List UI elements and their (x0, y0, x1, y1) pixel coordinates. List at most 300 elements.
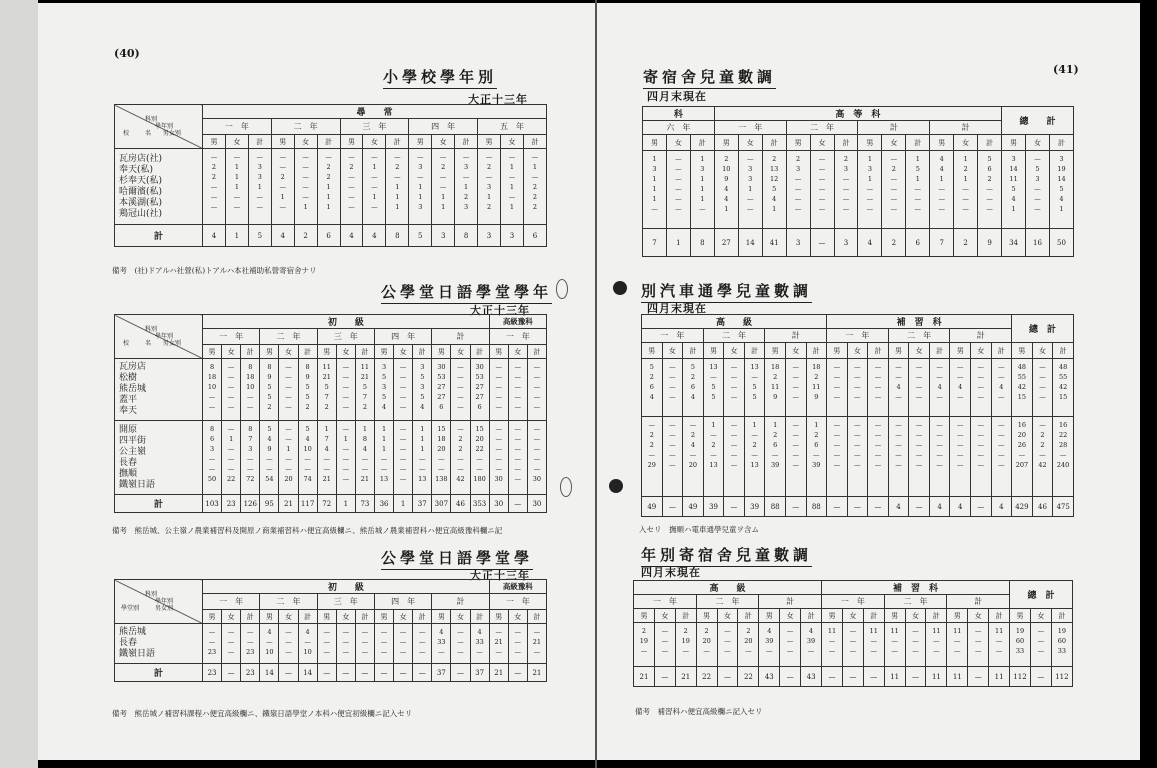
kogakudo-grade-table-2 (114, 579, 547, 682)
total-cell: 3 (834, 229, 858, 257)
total-cell: 37 (432, 664, 451, 682)
data-cell: — 1 — 1 — 1 (500, 149, 523, 225)
total-cell: — (868, 497, 889, 517)
total-label: 計 (115, 225, 203, 247)
col-header: 男 (374, 345, 393, 359)
data-cell: — — — — — (394, 359, 413, 421)
total-cell: 3 (500, 225, 523, 247)
total-cell: — (780, 667, 801, 687)
col-header: 女 (451, 610, 470, 624)
page-number: (40) (114, 47, 140, 60)
total-cell: 41 (762, 229, 786, 257)
col-header: 女 (842, 609, 863, 623)
col-header: 男 (203, 610, 222, 624)
total-cell: 95 (260, 495, 279, 513)
col-header: 女 (847, 343, 868, 359)
total-cell: — (1030, 667, 1051, 687)
col-header: 計 (527, 345, 546, 359)
right-page (597, 3, 1140, 760)
data-cell: 4 39 — (801, 623, 822, 667)
col-header: 男 (432, 345, 451, 359)
data-cell: — — 23 (241, 624, 260, 664)
data-cell: 1 — 2 — 13 (744, 417, 765, 497)
data-cell: — — — — — (724, 417, 745, 497)
col-header: 計 (317, 135, 340, 149)
col-header: 男 (643, 135, 667, 151)
col-header: 女 (1026, 135, 1050, 151)
data-cell: 2 3 — — — — (786, 151, 810, 229)
col-header: 女 (336, 345, 355, 359)
data-cell: 1 1 1 — — 13 (413, 421, 432, 495)
total-cell: 8 (386, 225, 409, 247)
col-header: 計 (926, 609, 947, 623)
total-cell: — (971, 497, 992, 517)
data-cell: — 2 — — — — (882, 151, 906, 229)
binding-hole (556, 279, 568, 299)
col-header: 計 (413, 610, 432, 624)
data-cell: 5 6 2 — — — (978, 151, 1002, 229)
year-header: 計 (759, 595, 822, 609)
table-date: 大正十三年 (470, 569, 530, 582)
col-header: 女 (780, 609, 801, 623)
total-cell: 39 (744, 497, 765, 517)
col-header: 男 (950, 343, 971, 359)
col-header: 女 (225, 135, 248, 149)
col-header: 男 (884, 609, 905, 623)
year-header: 四 年 (374, 329, 431, 345)
col-header: 男 (642, 343, 663, 359)
total-cell: 11 (884, 667, 905, 687)
col-header: 女 (279, 345, 298, 359)
data-cell: 48 55 42 15 (1053, 359, 1074, 417)
data-cell: — — — — — (222, 359, 241, 421)
total-cell: 5 (409, 225, 432, 247)
data-cell: 2 13 12 5 4 1 (762, 151, 786, 229)
total-cell: 14 (260, 664, 279, 682)
data-cell: — — — (355, 624, 374, 664)
group-header: 初 級 (203, 580, 490, 594)
table-title: 別汽車通學兒童數調 (641, 280, 812, 303)
year-header: 三 年 (340, 119, 409, 135)
data-cell: 8 9 5 5 2 (260, 359, 279, 421)
total-cell: 14 (298, 664, 317, 682)
data-cell: 8 6 3 — — 50 (203, 421, 222, 495)
col-header: 計 (978, 135, 1002, 151)
year-header: 一 年 (642, 329, 704, 343)
col-header: 女 (336, 610, 355, 624)
col-header: 男 (703, 343, 724, 359)
col-header: 女 (508, 610, 527, 624)
col-header: 女 (785, 343, 806, 359)
col-header: 女 (432, 135, 455, 149)
group-header: 補 習 科 (822, 581, 1010, 595)
year-header: 二 年 (260, 594, 317, 610)
total-row (642, 497, 1074, 517)
total-cell: — (451, 664, 470, 682)
data-cell: 3 19 14 5 4 1 (1049, 151, 1073, 229)
col-header: 女 (222, 610, 241, 624)
data-cell: 1 8 4 — — 21 (355, 421, 374, 495)
table-title: 小學校學年別 (383, 66, 497, 89)
data-cell: 18 2 11 9 (806, 359, 827, 417)
total-cell: 5 (248, 225, 271, 247)
data-cell: 8 9 5 5 2 (298, 359, 317, 421)
data-cell: — 2 — 1 1 1 (386, 149, 409, 225)
col-header: 計 (298, 345, 317, 359)
group-header: 初 級 (203, 315, 490, 329)
total-cell: — (317, 664, 336, 682)
data-cell: — — — — — 1 (294, 149, 317, 225)
year-header: 二 年 (884, 595, 947, 609)
data-cell: 30 53 27 27 6 (470, 359, 489, 421)
col-header: 女 (717, 609, 738, 623)
data-cell: 11 21 5 7 2 (355, 359, 374, 421)
data-cell: 1 2 1 — — — (954, 151, 978, 229)
data-cell: — — — — (1032, 359, 1053, 417)
col-header: 女 (954, 135, 978, 151)
col-header: 男 (786, 135, 810, 151)
data-cell: — — — (317, 624, 336, 664)
total-cell: — (222, 664, 241, 682)
data-cell: — 2 2 — — 42 (451, 421, 470, 495)
total-cell: 34 (1002, 229, 1026, 257)
col-header: 計 (863, 609, 884, 623)
data-cell: — — — (508, 624, 527, 664)
data-cell: 11 21 5 7 2 (317, 359, 336, 421)
data-cell: — — 4 — (929, 359, 950, 417)
total-cell: 307 (432, 495, 451, 513)
data-cell: 3 14 11 5 4 1 (1002, 151, 1026, 229)
data-cell: 2 20 — (696, 623, 717, 667)
data-cell: 1 3 1 — — — (858, 151, 882, 229)
total-cell: 21 (527, 664, 546, 682)
data-cell: — — — (842, 623, 863, 667)
total-cell: 429 (1012, 497, 1033, 517)
mft-row (642, 343, 1074, 359)
dormitory-table (642, 106, 1074, 257)
col-header: 女 (654, 609, 675, 623)
table-date: 四月末現在 (641, 566, 701, 579)
total-cell: — (662, 497, 683, 517)
col-header: 計 (355, 610, 374, 624)
col-header: 女 (1032, 343, 1053, 359)
total-cell: 8 (690, 229, 714, 257)
total-cell: 4 (363, 225, 386, 247)
year-header: 二 年 (260, 329, 317, 345)
data-cell: 4 4 1 — — — (930, 151, 954, 229)
col-header: 女 (363, 135, 386, 149)
col-header: 男 (634, 609, 655, 623)
group-header: 尋 常 (203, 105, 547, 119)
col-header: 計 (386, 135, 409, 149)
data-cell: 18 2 11 9 (765, 359, 786, 417)
col-header: 男 (714, 135, 738, 151)
data-cell: 19 60 33 (1051, 623, 1072, 667)
total-label: 計 (115, 495, 203, 513)
table-date: 大正十三年 (470, 304, 530, 317)
data-cell: — — — (780, 623, 801, 667)
table-title: 公學堂日語學堂學年 (381, 281, 552, 304)
data-cell: 15 18 20 — — 138 (432, 421, 451, 495)
col-header: 男 (409, 135, 432, 149)
col-header: 女 (810, 135, 834, 151)
col-header: 計 (744, 343, 765, 359)
total-cell: — (508, 495, 527, 513)
total-cell: 88 (806, 497, 827, 517)
data-cell: — — — — (785, 359, 806, 417)
total-cell: 112 (1010, 667, 1031, 687)
total-cell: 16 (1026, 229, 1050, 257)
total-cell: 49 (683, 497, 704, 517)
data-cell: 2 20 — (738, 623, 759, 667)
data-cell: 4 — 10 (298, 624, 317, 664)
data-cell: — 1 — — — — (336, 421, 355, 495)
data-cell: 11 — — (947, 623, 968, 667)
total-cell: 112 (1051, 667, 1072, 687)
data-cell: — — — — — (336, 359, 355, 421)
col-header: 男 (203, 345, 222, 359)
col-header: 男 (260, 610, 279, 624)
table-title: 公學堂日語學堂學 (381, 547, 533, 570)
data-cell: 30 53 27 27 6 (432, 359, 451, 421)
col-header: 女 (279, 610, 298, 624)
data-cell: — — — (1030, 623, 1051, 667)
page-number: (41) (1053, 63, 1079, 76)
data-cell: 8 18 10 — — (203, 359, 222, 421)
year-header: 計 (947, 595, 1010, 609)
school-names: 開原 四平街 公主嶺 長春 撫順 鐵嶺日語 (115, 421, 203, 495)
school-names: 熊岳城 長春 鐵嶺日語 (115, 624, 203, 664)
total-cell: 4 (271, 225, 294, 247)
mft-row (643, 135, 1074, 151)
year-header: 二 年 (271, 119, 340, 135)
total-cell: 23 (203, 664, 222, 682)
total-row (643, 229, 1074, 257)
col-header: 男 (317, 345, 336, 359)
total-cell: 50 (1049, 229, 1073, 257)
year-header: 一 年 (827, 329, 889, 343)
col-header: 計 (455, 135, 478, 149)
table-row (115, 624, 547, 664)
data-cell: — — — — — — (666, 151, 690, 229)
data-cell: — — — — (909, 359, 930, 417)
total-cell: 4 (950, 497, 971, 517)
group-header: 高 級 (642, 315, 827, 329)
col-header: 男 (765, 343, 786, 359)
total-cell: — (863, 667, 884, 687)
school-names: 瓦房店(社) 奉天(私) 杉奉天(私) 哈爾濱(私) 本溪湖(私) 鶏冠山(社) (115, 149, 203, 225)
total-cell: 21 (489, 664, 508, 682)
data-cell: — — — (279, 624, 298, 664)
col-header: 男 (374, 610, 393, 624)
data-cell: 1 — 2 — 13 (703, 417, 724, 497)
total-cell: 49 (642, 497, 663, 517)
year-header: 計 (765, 329, 827, 343)
data-cell: — — — (413, 624, 432, 664)
data-cell: 5 2 6 4 (642, 359, 663, 417)
col-header: 計 (991, 343, 1012, 359)
total-cell: 3 (478, 225, 501, 247)
group-header: 高 級 (634, 581, 822, 595)
data-cell: — 2 2 — 29 (642, 417, 663, 497)
data-cell: — — — — — — (508, 421, 527, 495)
col-header: 計 (762, 135, 786, 151)
total-cell: 2 (882, 229, 906, 257)
data-cell: — — — (905, 623, 926, 667)
col-header: 計 (1051, 609, 1072, 623)
data-cell: — — — (394, 624, 413, 664)
data-cell: 1 7 4 — — 21 (317, 421, 336, 495)
data-cell: — 2 — — — — (340, 149, 363, 225)
total-cell: 72 (317, 495, 336, 513)
table-title: 年別寄宿舍兒童數調 (641, 544, 812, 567)
total-cell: 27 (714, 229, 738, 257)
total-cell: 1 (666, 229, 690, 257)
data-cell: — — — — — (868, 417, 889, 497)
col-header: 男 (696, 609, 717, 623)
total-cell: — (905, 667, 926, 687)
seal-mark (609, 479, 623, 493)
data-cell: 11 — — (863, 623, 884, 667)
total-cell: 21 (634, 667, 655, 687)
col-header: 計 (738, 609, 759, 623)
col-header: 計 (834, 135, 858, 151)
data-cell: — — — — (971, 359, 992, 417)
total-label: 計 (115, 664, 203, 682)
year-header: 一 年 (203, 594, 260, 610)
data-cell: — 5 3 — — — (1026, 151, 1050, 229)
data-cell: — — — — — (827, 417, 848, 497)
total-cell: 126 (241, 495, 260, 513)
col-header: 男 (203, 135, 226, 149)
total-cell: 30 (489, 495, 508, 513)
col-header: 男 (1012, 343, 1033, 359)
total-cell: — (355, 664, 374, 682)
col-header: 女 (971, 343, 992, 359)
data-cell: — — — — (847, 359, 868, 417)
year-header: 二 年 (703, 329, 765, 343)
col-header: 男 (759, 609, 780, 623)
col-header: 女 (666, 135, 690, 151)
col-header: 男 (432, 610, 451, 624)
year-header: 計 (432, 594, 489, 610)
data-cell: — 3 — 1 2 3 (455, 149, 478, 225)
data-cell: — 2 2 — — — (203, 149, 226, 225)
col-header: 女 (394, 345, 413, 359)
col-header: 計 (470, 610, 489, 624)
col-header: 女 (662, 343, 683, 359)
total-cell: 14 (738, 229, 762, 257)
data-cell: — 2 — — 1 1 (432, 149, 455, 225)
total-cell: 11 (989, 667, 1010, 687)
total-cell: 1 (336, 495, 355, 513)
total-row (115, 664, 547, 682)
data-cell: — — — (968, 623, 989, 667)
year-header: 三 年 (317, 594, 374, 610)
total-cell: — (847, 497, 868, 517)
data-cell: 11 — — (822, 623, 843, 667)
total-cell: 46 (451, 495, 470, 513)
year-header: 計 (930, 121, 1002, 135)
total-cell: 475 (1053, 497, 1074, 517)
col-header: 計 (690, 135, 714, 151)
school-names: 瓦房店 松樹 熊岳城 蓋平 奉天 (115, 359, 203, 421)
table-row (115, 421, 547, 495)
col-header: 女 (1030, 609, 1051, 623)
total-cell: 1 (394, 495, 413, 513)
col-header: 男 (858, 135, 882, 151)
total-cell: — (968, 667, 989, 687)
data-cell: 1 5 1 — — — (906, 151, 930, 229)
total-cell: 22 (738, 667, 759, 687)
total-cell: 7 (643, 229, 667, 257)
table-note: 備考 熊岳城ノ補習科課程ハ便宜高級欄ニ、鐵嶺日語學堂ノ本科ハ便宜初級欄ニ記入セリ (112, 709, 413, 718)
data-cell: — 3 3 1 — — (738, 151, 762, 229)
data-cell: 8 7 3 — — 72 (241, 421, 260, 495)
data-cell: — — — — — (991, 417, 1012, 497)
col-header: 計 (929, 343, 950, 359)
data-cell: — 2 4 — 20 (683, 417, 704, 497)
data-cell: — — — — (662, 359, 683, 417)
data-cell: — — — — — 30 (527, 421, 546, 495)
data-cell: — — 23 (203, 624, 222, 664)
total-cell: 6 (523, 225, 546, 247)
data-cell: 11 — — (926, 623, 947, 667)
col-header: 女 (222, 345, 241, 359)
total-cell: 36 (374, 495, 393, 513)
total-row (634, 667, 1073, 687)
col-header: 計 (248, 135, 271, 149)
col-header: 男 (489, 610, 508, 624)
data-cell: — — 1 — — 20 (279, 421, 298, 495)
data-cell: — — — — — (909, 417, 930, 497)
col-header: 男 (271, 135, 294, 149)
total-cell: 37 (413, 495, 432, 513)
train-commute-table (641, 314, 1074, 517)
total-cell: 4 (203, 225, 226, 247)
year-header: 一 年 (203, 119, 272, 135)
total-cell: 39 (703, 497, 724, 517)
data-cell: — — — — — — (810, 151, 834, 229)
data-cell: — 3 3 1 — — (248, 149, 271, 225)
col-header: 女 (968, 609, 989, 623)
total-cell: — (374, 664, 393, 682)
total-row (115, 495, 547, 513)
col-header: 女 (724, 343, 745, 359)
data-cell: 3 5 3 5 4 (374, 359, 393, 421)
year-header: 五 年 (478, 119, 547, 135)
data-cell: 1 2 6 — 39 (806, 417, 827, 497)
total-cell: — (827, 497, 848, 517)
data-cell: 4 — 10 (260, 624, 279, 664)
data-cell: — — 4 — (950, 359, 971, 417)
total-cell: 11 (926, 667, 947, 687)
col-header: 計 (241, 345, 260, 359)
col-header: 女 (905, 609, 926, 623)
group-header: 補 習 科 (827, 315, 1012, 329)
total-cell: — (508, 664, 527, 682)
table-row (643, 151, 1074, 229)
total-cell: — (909, 497, 930, 517)
col-header: 女 (909, 343, 930, 359)
data-cell: 1 3 1 1 1 — (643, 151, 667, 229)
col-header: 女 (451, 345, 470, 359)
data-cell: 2 3 — — — — (834, 151, 858, 229)
col-header: 計 (675, 609, 696, 623)
year-header: 四 年 (409, 119, 478, 135)
col-header: 計 (527, 610, 546, 624)
book-edge (0, 0, 38, 768)
